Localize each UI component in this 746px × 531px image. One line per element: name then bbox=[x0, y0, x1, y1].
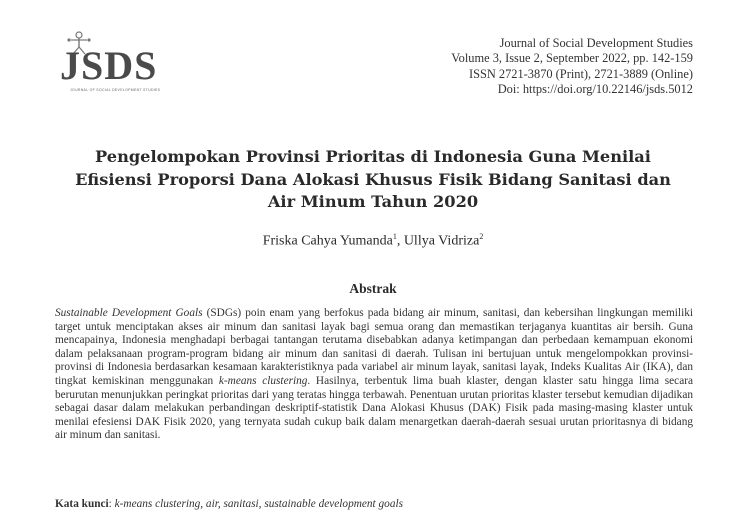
journal-name: Journal of Social Development Studies bbox=[499, 36, 693, 50]
author-name: Ullya Vidriza bbox=[403, 233, 480, 249]
abstract-text-1: (SDGs) poin enam yang berfokus pada bidang air minum, sanitasi, dan kebersihan lingkungan memiliki target untuk menciptakan akses air minum dan sanitasi layak bagi semua orang dan memastikan terjaganya kuantitas air bersih. Guna mencapainya, Indonesia menghadapi berbagai tantangan terutama disebabkan adanya ketimpangan dan perbedaan kemampuan ekonomi dalam pelaksanaan program-program bidang air minum dan sanitasi di daerah. Tulisan ini bertujuan untuk mengelompokkan provinsi-provinsi di Indonesia berdasarkan kesamaan karakteristiknya pada variabel air minum layak, sanitasi layak, Indeks Kualitas Air (IKA), dan tingkat kemiskinan menggunakan bbox=[55, 307, 693, 387]
authors: Friska Cahya Yumanda$^1$, Ullya Vidriza$^2$ bbox=[262, 232, 484, 249]
journal-issn: ISSN 2721-3870 (Print), 2721-3889 (Online) bbox=[468, 66, 693, 81]
author-affiliation-mark: 1 bbox=[392, 232, 397, 241]
author-name: Friska Cahya Yumanda bbox=[262, 233, 393, 249]
abstract-body bbox=[55, 307, 693, 443]
abstract-text-2: . Hasilnya, terbentuk lima buah klaster, dengan klaster satu hingga lima secara berurutan menunjukkan peringkat prioritas dari yang teratas hingga terbawah. Penentuan urutan prioritas klaster tersebut kemudian dijadikan sebagai dasar dalam melakukan perbandingan deskriptif-statistik Dana Alokasi Khusus (DAK) Fisik pada masing-masing klaster untuk menilai efesiensi DAK Fisik 2020, yang ternyata sudah cukup baik dalam menargetkan daerah-daerah sesuai urutan prioritasnya di bidang air minum dan sanitasi. bbox=[55, 374, 693, 442]
keywords-separator: : bbox=[108, 498, 115, 510]
abstract-lead-italic: Sustainable Development Goals bbox=[55, 307, 203, 319]
author-affiliation-mark: 2 bbox=[479, 232, 484, 241]
logo-wordmark: JSDS bbox=[60, 43, 158, 88]
keywords-values: k-means clustering, air, sanitasi, sustainable development goals bbox=[114, 498, 403, 510]
paper-title: Pengelompokan Provinsi Prioritas di Indonesia Guna Menilai Efisiensi Proporsi Dana Alokasi Khusus Fisik Bidang Sanitasi dan Air Minum Tahun 2020 bbox=[75, 147, 671, 211]
journal-doi[interactable]: Doi: https://doi.org/10.22146/jsds.5012 bbox=[497, 82, 693, 97]
keywords-label: Kata kunci bbox=[55, 498, 109, 510]
journal-volume: Volume 3, Issue 2, September 2022, pp. 142-159 bbox=[451, 51, 693, 66]
abstract-method-italic: k-means clustering bbox=[218, 374, 308, 387]
keywords bbox=[55, 498, 403, 510]
logo-subtitle: JOURNAL OF SOCIAL DEVELOPMENT STUDIES bbox=[70, 88, 161, 92]
abstract-heading: Abstrak bbox=[349, 281, 397, 296]
journal-info bbox=[451, 36, 693, 98]
